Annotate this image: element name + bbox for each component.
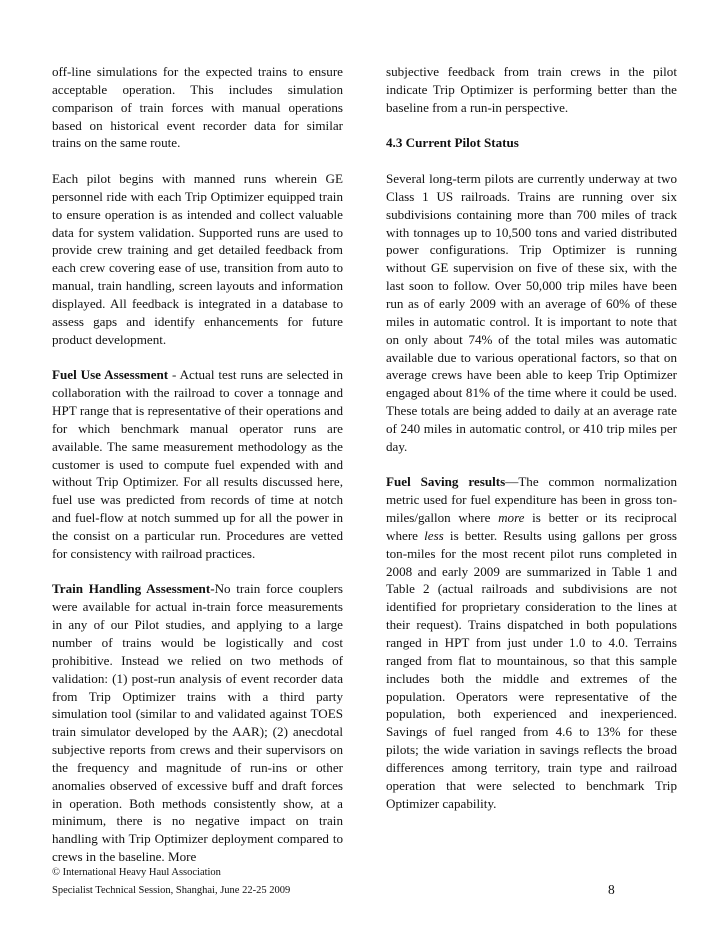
right-column <box>386 63 677 830</box>
paragraph-subjective-feedback: subjective feedback from train crews in the pilot indicate Trip Optimizer is performing better than the baseline from a run-in perspective. <box>386 64 677 115</box>
footer-session: Specialist Technical Session, Shanghai, June 22-25 2009 <box>52 885 291 896</box>
paragraph-simulations: off-line simulations for the expected trains to ensure acceptable operation. This includes simulation comparison of train forces with manual operations based on historical event recorder data for similar trains on the same route. <box>52 64 343 151</box>
train-handling-assessment-body: No train force couplers were available for actual in-train force measurements in any of our Pilot studies, and applying to a large number of trains would be logistically and cost prohibitive. Instead we relied on two methods of validation: (1) post-run analysis of event recorder data from Trip Optimizer trains with a third party simulation tool (similar to and validated against TOES train simulator developed by the AAR); (2) anecdotal subjective reports from crews and their supervisors on the frequency and magnitude of run-ins or other anomalies observed of excessive buff and draft forces in operation. Both methods consistently show, at a minimum, there is no negative impact on train handling with Trip Optimizer deployment compared to crews in the baseline. More <box>52 581 343 865</box>
fuel-saving-text-b: is better or its reciprocal where <box>386 510 677 543</box>
page-number: 8 <box>608 882 615 897</box>
fuel-use-assessment-title: Fuel Use Assessment <box>52 367 169 383</box>
paragraph-train-handling-assessment <box>52 580 343 866</box>
fuel-saving-text-c: is better. Results using gallons per gross ton-miles for the most recent pilot runs completed in 2008 and early 2009 are summarized in Table 1 and Table 2 (actual railroads and subdivisions are not identified for proprietary consideration to the lines at their request). Trains dispatched in both populations ranged in HPT from just under 1.0 to 4.0. Terrains ranged from flat to mountainous, so that this sample includes both the middle and extremes of the population. Operators were representative of the population, both experienced and inexperienced. Savings of fuel ranged from 4.6 to 13% for these pilots; the wide variation in savings reflects the broad differences among territory, train type and railroad operation that were selected to benchmark Trip Optimizer capability. <box>386 527 678 811</box>
paragraph-manned-runs: Each pilot begins with manned runs wherein GE personnel ride with each Trip Optimizer equipped train to ensure operation is as intended and collect valuable data for system validation. Supported runs are used to provide crew training and get detailed feedback from each crew covering ease of use, transition from auto to manual, train handling, screen layouts and information displayed. All feedback is integrated in a database to assess gaps and identify enhancements for future product development. <box>52 171 343 347</box>
emphasis-more: more <box>498 510 525 526</box>
fuel-saving-results-title: Fuel Saving results <box>386 474 506 490</box>
left-column <box>52 63 343 884</box>
emphasis-less: less <box>424 527 444 543</box>
paragraph-fuel-use-assessment <box>52 366 343 562</box>
train-handling-assessment-title: Train Handling Assessment- <box>52 581 215 597</box>
paragraph-fuel-saving-results <box>386 473 677 812</box>
paragraph-long-term-pilots: Several long-term pilots are currently underway at two Class 1 US railroads. Trains are running over six subdivisions containing more than 700 miles of track with tonnages up to 10,500 tons and varied distributed power configurations. Trip Optimizer is running without GE supervision on five of these six, with the last soon to follow. Over 50,000 trip miles have been run as of early 2009 with an average of 60% of these miles in automatic control. It is important to note that on only about 74% of the total miles was automatic available due to various operational factors, so that on average crews have been able to keep Trip Optimizer engaged about 81% of the time where it could be used. These totals are being added to daily at an average rate of 240 miles in automatic control, or 410 trip miles per day. <box>386 171 677 454</box>
fuel-saving-text-a: —The common normalization metric used for fuel expenditure has been in gross ton-miles/gallon where <box>386 474 677 526</box>
footer-copyright: © International Heavy Haul Association <box>52 867 221 878</box>
fuel-use-assessment-body: - Actual test runs are selected in collaboration with the railroad to cover a tonnage and HPT range that is representative of their operations and for which benchmark manual operator runs are available. The same measurement methodology as the customer is used to compute fuel expended with and without Trip Optimizer. For all results discussed here, fuel use was predicted from records of time at notch and fuel-flow at notch summed up for all the power in the consist on a particular run. Procedures are vetted for consistency with railroad practices. <box>52 367 343 561</box>
section-heading-current-pilot-status: 4.3 Current Pilot Status <box>386 135 519 151</box>
